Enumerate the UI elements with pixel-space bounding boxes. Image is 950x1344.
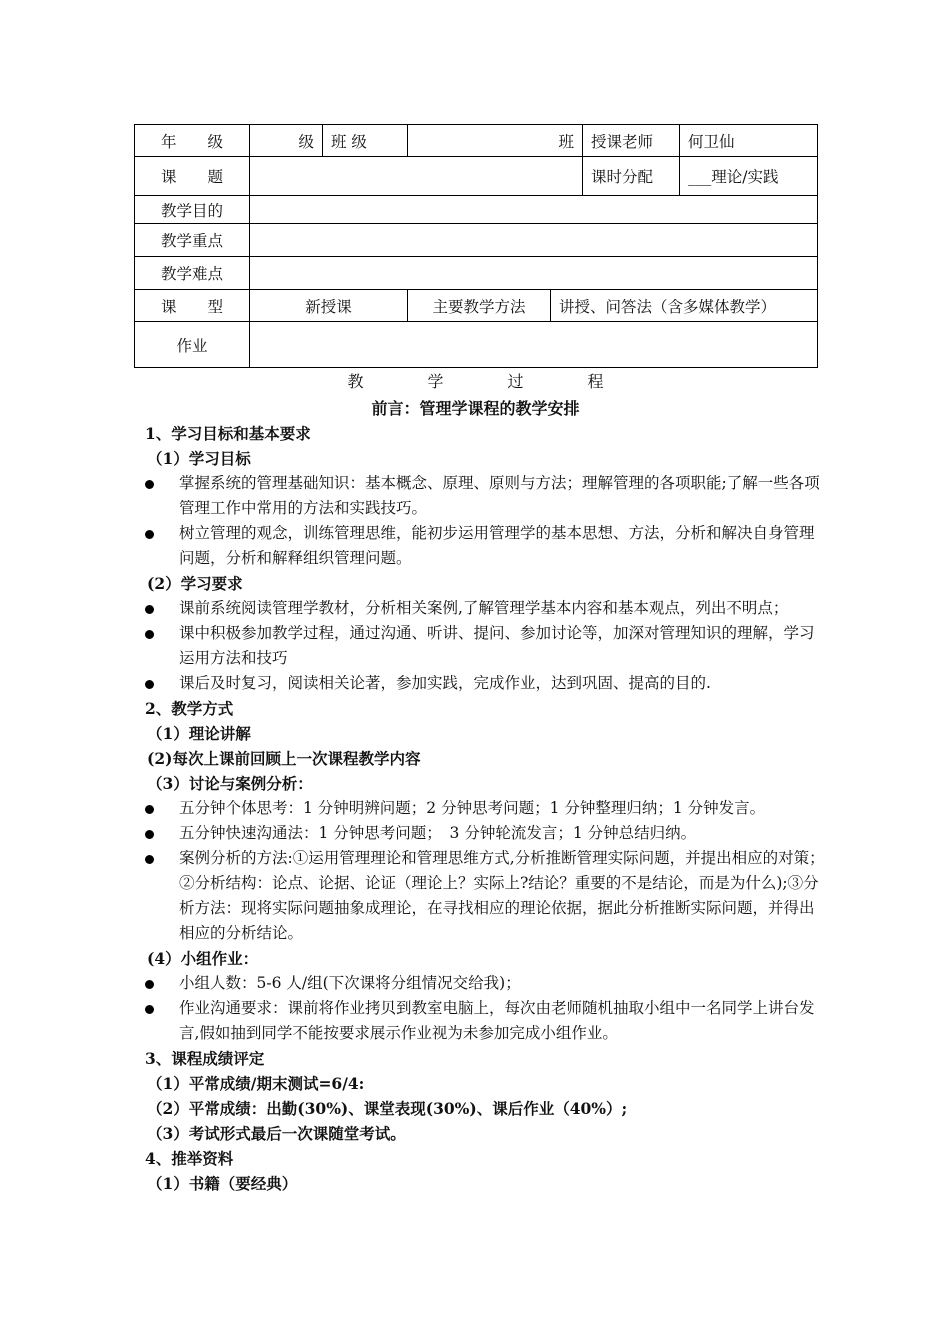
homework-label: 作业	[135, 322, 250, 368]
main-content	[145, 396, 825, 1196]
teacher-label: 授课老师	[583, 125, 680, 157]
bullet-icon	[145, 530, 154, 539]
subsection-heading: （3）考试形式最后一次课随堂考试。	[147, 1124, 406, 1143]
subsection-heading: （1）理论讲解	[147, 724, 251, 743]
bullet-item	[145, 971, 825, 996]
row-type	[135, 290, 818, 322]
row-difficulty	[135, 257, 818, 290]
key-value	[250, 224, 818, 257]
subsection-heading: （1）学习目标	[147, 449, 251, 468]
topic-label: 课 题	[135, 157, 250, 196]
subsection-heading: （1）平常成绩/期末测试=6/4:	[147, 1074, 365, 1093]
subsection-heading: (2）学习要求	[147, 574, 243, 593]
class-label: 班 级	[323, 125, 408, 157]
process-char: 程	[587, 372, 604, 391]
bullet-text: 树立管理的观念，训练管理思维，能初步运用管理学的基本思想、方法，分析和解决自身管理问题，分析和解释组织管理问题。	[179, 524, 815, 567]
bullet-text: 掌握系统的管理基础知识：基本概念、原理、原则与方法；理解管理的各项职能;了解一些各项管理工作中常用的方法和实践技巧。	[179, 474, 820, 517]
bullet-item	[145, 621, 825, 671]
bullet-icon	[145, 855, 154, 864]
type-label: 课 型	[135, 290, 250, 322]
bullet-icon	[145, 630, 154, 639]
process-char: 学	[427, 372, 444, 391]
grade-label: 年 级	[135, 125, 250, 157]
bullet-icon	[145, 605, 154, 614]
bullet-item	[145, 671, 825, 696]
row-objective	[135, 196, 818, 224]
bullet-item	[145, 996, 825, 1046]
bullet-item	[145, 821, 825, 846]
type-value: 新授课	[250, 290, 408, 322]
row-topic	[135, 157, 818, 196]
bullet-icon	[145, 830, 154, 839]
teaching-process-heading	[134, 369, 817, 392]
bullet-icon	[145, 480, 154, 489]
section-heading: 2、教学方式	[145, 699, 234, 718]
objective-label: 教学目的	[135, 196, 250, 224]
section-heading: 1、学习目标和基本要求	[145, 424, 311, 443]
bullet-icon	[145, 1005, 154, 1014]
hours-label: 课时分配	[583, 157, 680, 196]
subsection-heading: (4）小组作业：	[147, 949, 259, 968]
topic-value	[250, 157, 583, 196]
process-char: 过	[507, 372, 524, 391]
bullet-text: 作业沟通要求：课前将作业拷贝到教室电脑上，每次由老师随机抽取小组中一名同学上讲台发言,假如抽到同学不能按要求展示作业视为未参加完成小组作业。	[179, 999, 815, 1042]
bullet-item	[145, 521, 825, 571]
subsection-heading: （2）平常成绩：出勤(30%)、课堂表现(30%)、课后作业（40%）;	[147, 1099, 628, 1118]
row-homework	[135, 322, 818, 368]
teacher-name: 何卫仙	[680, 125, 818, 157]
lesson-info-table	[134, 124, 818, 368]
subsection-heading: （3）讨论与案例分析：	[147, 774, 313, 793]
process-char: 教	[347, 372, 364, 391]
objective-value	[250, 196, 818, 224]
bullet-text: 案例分析的方法:①运用管理理论和管理思维方式,分析推断管理实际问题，并提出相应的对策；②分析结构：论点、论据、论证（理论上？实际上?结论？重要的不是结论，而是为什么);③分析方法：现将实际问题抽象成理论，在寻找相应的理论依据，据此分析推断实际问题，并得出相应的分析结论。	[179, 849, 825, 942]
class-value: 班	[408, 125, 583, 157]
bullet-item	[145, 471, 825, 521]
bullet-text: 五分钟个体思考：1 分钟明辨问题；2 分钟思考问题；1 分钟整理归纳；1 分钟发言。	[179, 799, 766, 817]
bullet-icon	[145, 980, 154, 989]
difficulty-value	[250, 257, 818, 290]
bullet-icon	[145, 805, 154, 814]
bullet-item	[145, 596, 825, 621]
bullet-icon	[145, 680, 154, 689]
bullet-item	[145, 846, 825, 946]
hours-value: ___理论/实践	[680, 157, 818, 196]
bullet-text: 课中积极参加教学过程，通过沟通、听讲、提问、参加讨论等，加深对管理知识的理解，学习运用方法和技巧	[179, 624, 815, 667]
bullet-text: 课后及时复习，阅读相关论著，参加实践，完成作业，达到巩固、提高的目的.	[179, 674, 711, 692]
homework-value	[250, 322, 818, 368]
method-value: 讲授、问答法（含多媒体教学）	[551, 290, 818, 322]
bullet-item	[145, 796, 825, 821]
method-label: 主要教学方法	[408, 290, 551, 322]
document-title: 前言：管理学课程的教学安排	[371, 399, 580, 418]
bullet-text: 五分钟快速沟通法：1 分钟思考问题； 3 分钟轮流发言；1 分钟总结归纳。	[179, 824, 697, 842]
subsection-heading: （1）书籍（要经典）	[147, 1174, 298, 1193]
bullet-text: 课前系统阅读管理学教材，分析相关案例,了解管理学基本内容和基本观点，列出不明点；	[179, 599, 789, 617]
subsection-heading: (2)每次上课前回顾上一次课程教学内容	[147, 749, 421, 768]
key-label: 教学重点	[135, 224, 250, 257]
row-key	[135, 224, 818, 257]
section-heading: 3、课程成绩评定	[145, 1049, 265, 1068]
bullet-text: 小组人数：5-6 人/组(下次课将分组情况交给我)；	[179, 974, 521, 992]
difficulty-label: 教学难点	[135, 257, 250, 290]
row-grade	[135, 125, 818, 157]
section-heading: 4、推举资料	[145, 1149, 234, 1168]
grade-value: 级	[250, 125, 323, 157]
